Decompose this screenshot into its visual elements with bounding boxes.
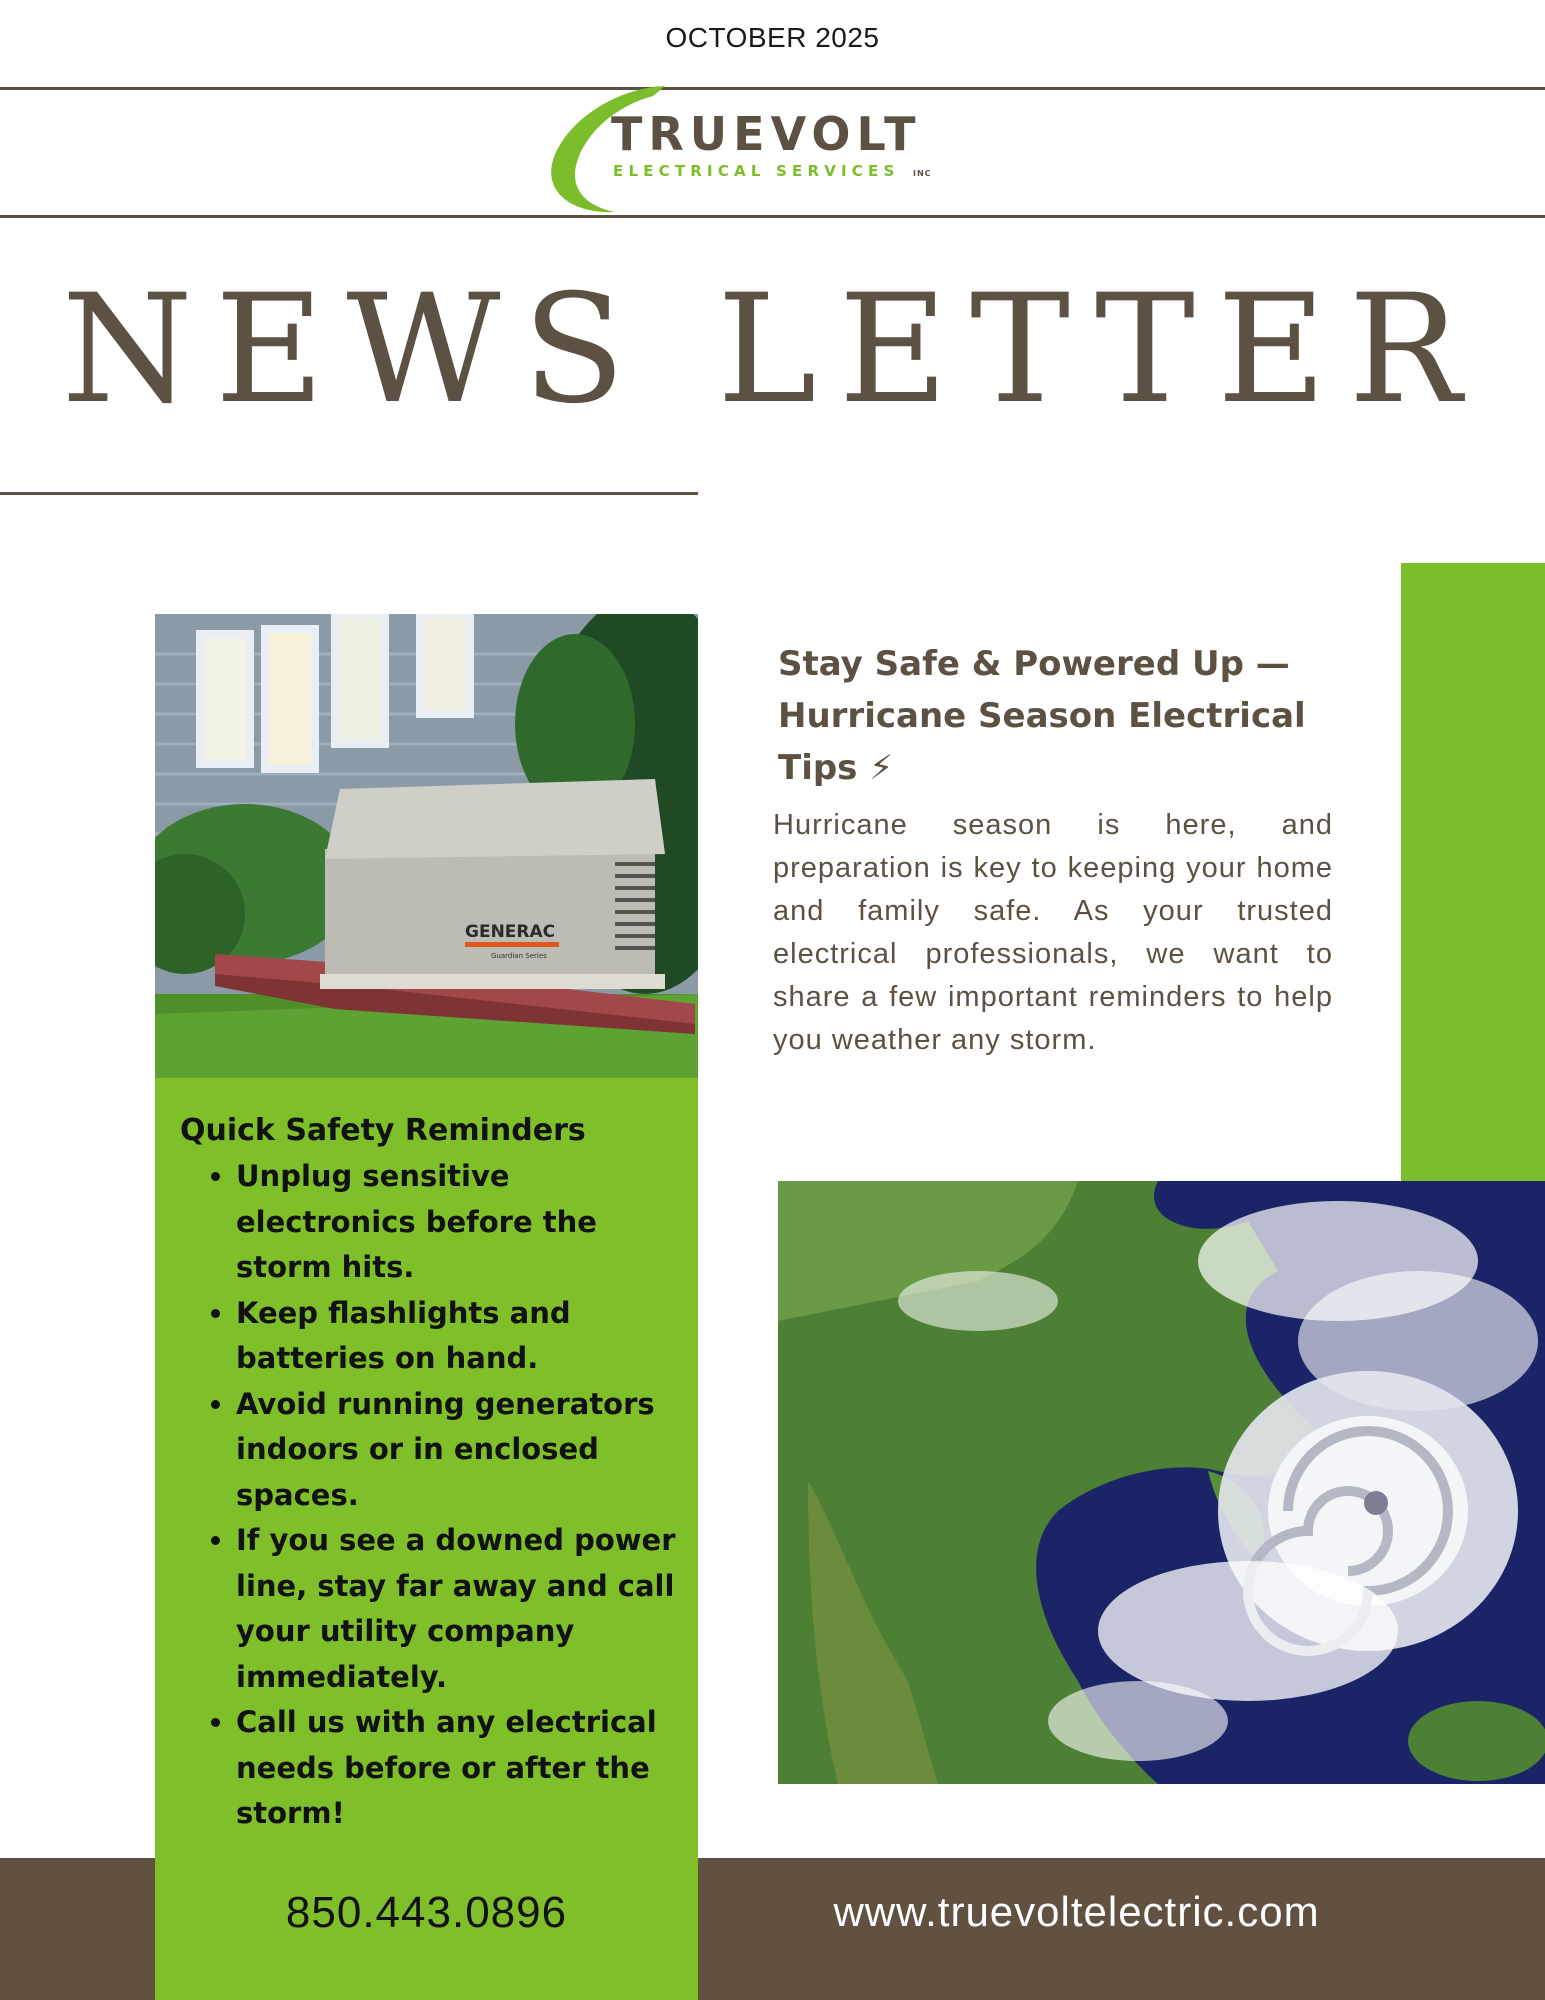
logo-wordmark: TRUEVOLT bbox=[611, 107, 922, 161]
footer-website-link[interactable]: www.truevoltelectric.com bbox=[833, 1888, 1320, 1935]
truevolt-logo bbox=[535, 82, 945, 222]
newsletter-title: NEWS LETTER bbox=[61, 263, 1484, 437]
reminder-item: • Keep flashlights and batteries on hand. bbox=[236, 1291, 680, 1382]
right-accent-bar bbox=[1401, 563, 1545, 1181]
reminder-item: • If you see a downed power line, stay far away and call your utility company immediately. bbox=[236, 1518, 680, 1700]
footer-phone[interactable]: 850.443.0896 bbox=[285, 1888, 568, 1937]
issue-date: OCTOBER 2025 bbox=[665, 22, 880, 53]
reminder-item: • Avoid running generators indoors or in enclosed spaces. bbox=[236, 1382, 680, 1519]
article-title: Stay Safe & Powered Up — Hurricane Season Electrical Tips ⚡ bbox=[778, 644, 1306, 788]
reminder-item: • Unplug sensitive electronics before the storm hits. bbox=[236, 1154, 680, 1291]
generator-photo bbox=[155, 614, 698, 1078]
logo-tagline: ELECTRICAL SERVICES bbox=[613, 162, 900, 180]
generator-series-label: Guardian Series bbox=[491, 952, 547, 960]
reminders-list bbox=[180, 1154, 680, 1837]
logo-suffix: INC bbox=[913, 169, 932, 178]
article-body: Hurricane season is here, and preparation is key to keeping your home and family safe. As your trusted electrical professionals, we want to share a few important reminders to help you weather any storm. bbox=[773, 809, 1333, 1056]
title-underline bbox=[0, 492, 698, 495]
safety-reminders bbox=[180, 1108, 680, 1837]
generator-brand-label: GENERAC bbox=[465, 922, 556, 942]
reminder-item: • Call us with any electrical needs before or after the storm! bbox=[236, 1700, 680, 1837]
reminders-heading: Quick Safety Reminders bbox=[180, 1113, 586, 1148]
hurricane-satellite-photo bbox=[778, 1181, 1545, 1784]
